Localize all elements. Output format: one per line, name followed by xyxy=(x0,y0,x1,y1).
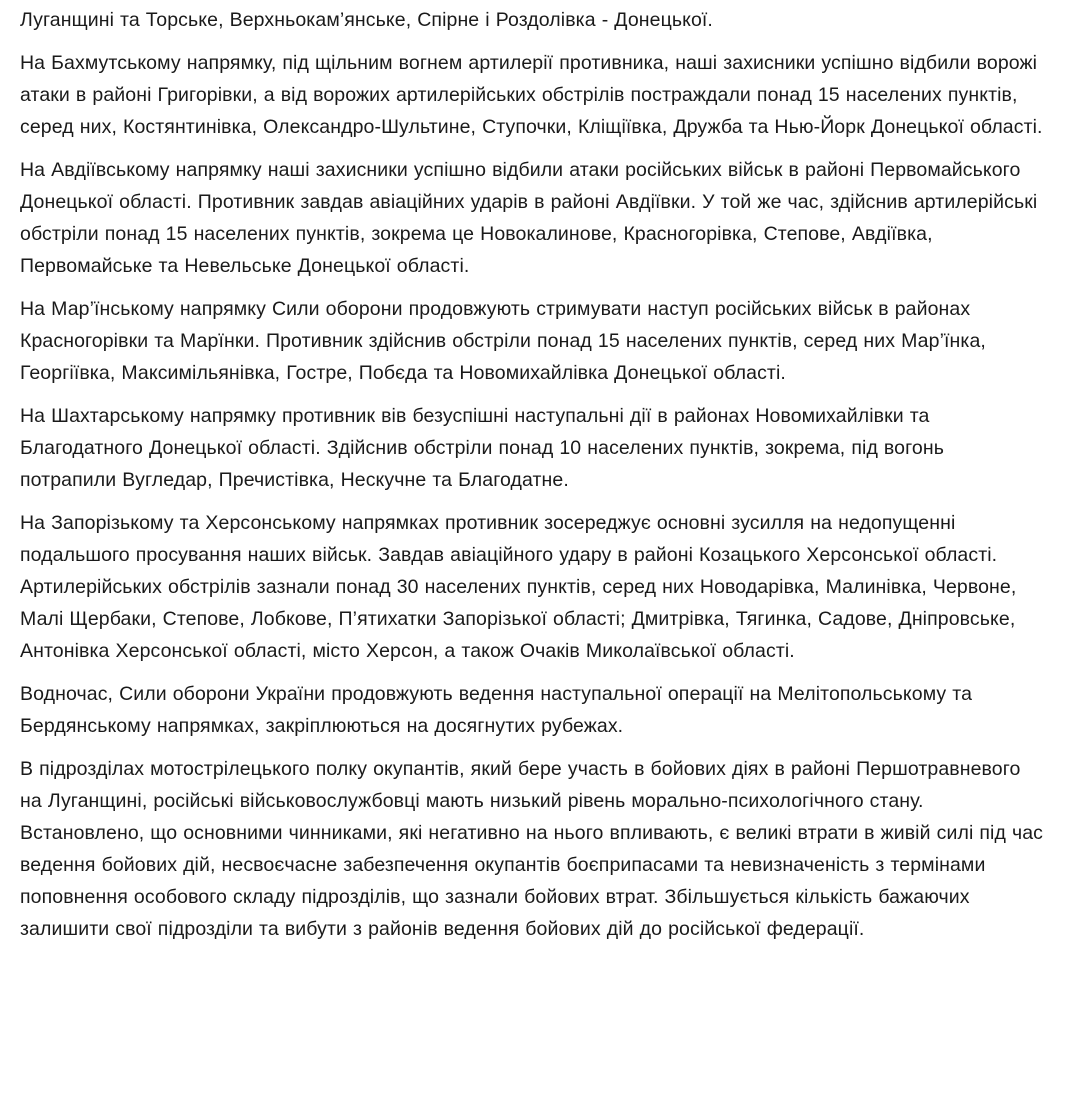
report-paragraph-shakhtarske: На Шахтарському напрямку противник вів безуспішні наступальні дії в районах Новомихайлівки та Благодатного Донецької області. Здійснив обстріли понад 10 населених пунктів, зокрема, під вогонь потрапили Вугледар, Пречистівка, Нескучне та Благодатне. xyxy=(20,405,944,491)
report-paragraph-bakhmut: На Бахмутському напрямку, під щільним вогнем артилерії противника, наші захисники успішно відбили ворожі атаки в районі Григорівки, а від ворожих артилерійських обстрілів постраждали понад 15 населених пунктів, серед них, Костянтинівка, Олександро-Шультине, Ступочки, Кліщіївка, Дружба та Нью-Йорк Донецької області. xyxy=(20,52,1043,138)
report-paragraph-offensive-operation: Водночас, Сили оборони України продовжують ведення наступальної операції на Мелітопольському та Бердянському напрямках, закріплюються на досягнутих рубежах. xyxy=(20,683,973,737)
report-paragraph-marinka: На Мар’їнському напрямку Сили оборони продовжують стримувати наступ російських військ в районах Красногорівки та Марїнки. Противник здійснив обстріли понад 15 населених пунктів, серед них Мар’їнка, Георгіївка, Максимільянівка, Гостре, Побєда та Новомихайлівка Донецької області. xyxy=(20,298,986,384)
report-paragraph-occupier-morale: В підрозділах мотострілецького полку окупантів, який бере участь в бойових діях в районі Першотравневого на Луганщині, російські військовослужбовці мають низький рівень морально-психологічного стану. Встановлено, що основними чинниками, які негативно на нього впливають, є великі втрати в живій силі під час ведення бойових дій, несвоєчасне забезпечення окупантів боєприпасами та невизначеність з термінами поповнення особового складу підрозділів, що зазнали бойових втрат. Збільшується кількість бажаючих залишити свої підрозділи та вибути з районів ведення бойових дій до російської федерації. xyxy=(20,758,1044,940)
report-paragraph-luhansk-tail: Луганщині та Торське, Верхньокам’янське, Спірне і Роздолівка - Донецької. xyxy=(20,9,713,31)
report-paragraph-zaporizhzhia-kherson: На Запорізькому та Херсонському напрямках противник зосереджує основні зусилля на недопущенні подальшого просування наших військ. Завдав авіаційного удару в районі Козацького Херсонської області. Артилерійських обстрілів зазнали понад 30 населених пунктів, серед них Новодарівка, Малинівка, Червоне, Малі Щербаки, Степове, Лобкове, П’ятихатки Запорізької області; Дмитрівка, Тягинка, Садове, Дніпровське, Антонівка Херсонської області, місто Херсон, а також Очаків Миколаївської області. xyxy=(20,512,1017,662)
report-paragraph-avdiivka: На Авдіївському напрямку наші захисники успішно відбили атаки російських військ в районі Первомайського Донецької області. Противник завдав авіаційних ударів в районі Авдіївки. У той же час, здійснив артилерійські обстріли понад 15 населених пунктів, зокрема це Новокалинове, Красногорівка, Степове, Авдіївка, Первомайське та Невельське Донецької області. xyxy=(20,159,1038,277)
